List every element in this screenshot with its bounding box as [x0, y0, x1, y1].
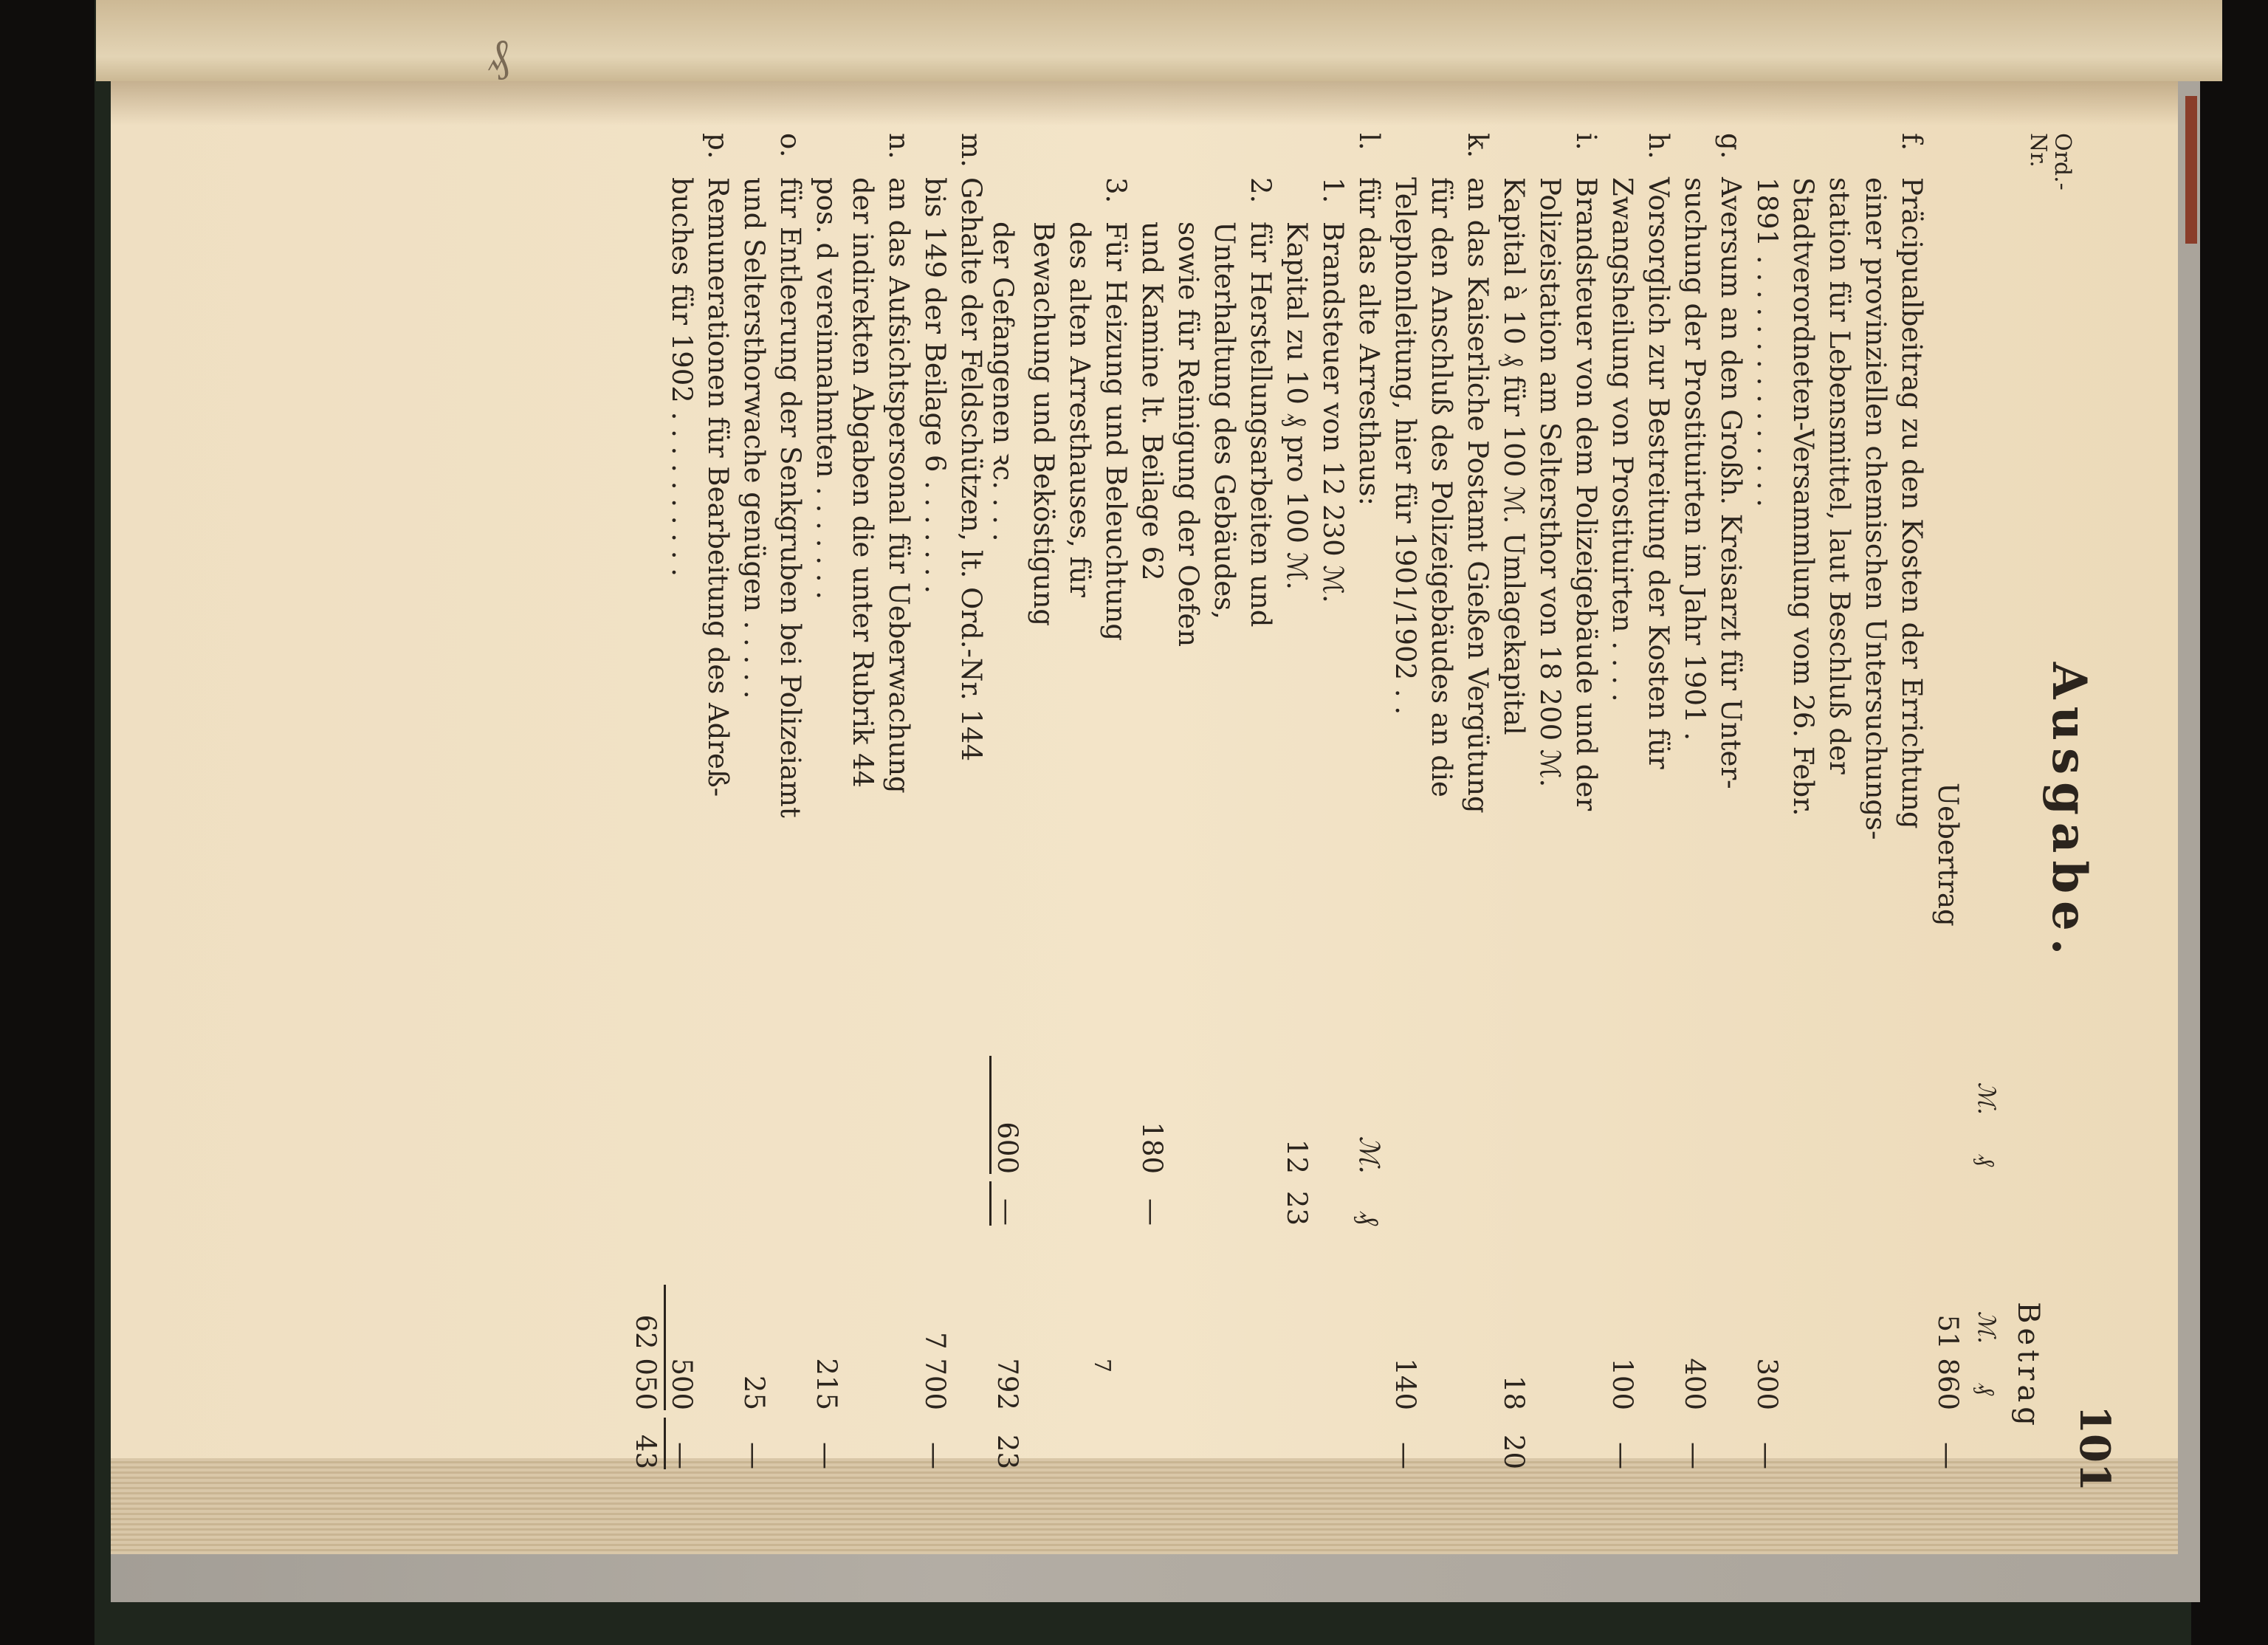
- pf-unit: ₰: [1973, 1384, 2001, 1395]
- ledger-line: [951, 133, 987, 1491]
- item-text: buches für 1902 . . . . . . . . . .: [666, 177, 698, 577]
- ledger-line: [1132, 133, 1168, 1491]
- sub-amount-mark: 600: [989, 1056, 1023, 1174]
- ledger-line: [1457, 133, 1494, 1491]
- amount-mark: 25: [738, 1375, 770, 1410]
- item-label: g.: [1715, 133, 1747, 159]
- total-mark: 62 050: [630, 1314, 662, 1410]
- amount-mark: 7 700: [919, 1332, 951, 1410]
- item-text: Präcipualbeitrag zu den Kosten der Errichtung: [1896, 177, 1928, 829]
- ledger-line: [1566, 133, 1602, 1491]
- item-text: und Kamine lt. Beilage 62: [1136, 221, 1168, 581]
- item-text: Remunerationen für Bearbeitung des Adreß-: [702, 177, 734, 797]
- page-title: Ausgabe.: [2041, 662, 2097, 963]
- item-label: 1.: [1317, 177, 1349, 204]
- ledger-line: [1747, 133, 1783, 1491]
- ledger-line: [879, 133, 915, 1491]
- item-text: an das Kaiserliche Postamt Gießen Vergütung: [1462, 177, 1494, 814]
- item-text: für Herstellungsarbeiten und: [1245, 221, 1276, 628]
- total-pf: 43: [630, 1434, 662, 1469]
- sub-mark-unit: ℳ.: [1973, 1082, 2001, 1115]
- amount-pf: —: [919, 1442, 951, 1469]
- betrag-unit-row: [1973, 1263, 2001, 1395]
- sub-pf-unit: ₰: [1973, 1155, 2001, 1167]
- item-text: Zwangsheilung von Prostituirten . . . .: [1606, 177, 1638, 702]
- item-text: Brandsteuer von dem Polizeigebäude und der: [1570, 177, 1602, 811]
- amount-mark: 215: [811, 1358, 842, 1410]
- ledger-line: [1168, 133, 1204, 1491]
- item-label: m.: [955, 133, 987, 168]
- ledger-line: [1349, 133, 1385, 1491]
- ledger-line: [1819, 133, 1855, 1491]
- amount-mark: 140: [1389, 1358, 1421, 1410]
- ledger-line: [1421, 133, 1457, 1491]
- item-label: f.: [1896, 133, 1928, 151]
- amount-pf: —: [1389, 1442, 1421, 1469]
- ledger-line: [842, 133, 879, 1491]
- item-text: einer provinziellen chemischen Untersuchungs-: [1860, 177, 1891, 840]
- ledger-line: [1891, 133, 1928, 1491]
- ledger-body: [625, 133, 1964, 1491]
- ord-header-line: Ord.-: [2049, 133, 2075, 190]
- signature-mark: 7: [1089, 1359, 1115, 1373]
- item-text: der Gefangenen ꝛc. . . .: [987, 221, 1019, 542]
- item-label: n.: [883, 133, 915, 159]
- amount-mark: 300: [1751, 1358, 1783, 1410]
- nr-header-line: Nr.: [2025, 133, 2051, 168]
- amount-pf: —: [664, 1418, 698, 1469]
- ledger-line: [1096, 133, 1132, 1491]
- item-text: des alten Arresthauses, für: [1064, 221, 1096, 597]
- amount-pf: —: [1606, 1442, 1638, 1469]
- amount-pf: 20: [1498, 1434, 1530, 1469]
- amount-pf: —: [811, 1442, 842, 1469]
- sub-unit-row: [1973, 1034, 2001, 1167]
- ledger-line: [1313, 133, 1349, 1491]
- item-text: Brandsteuer von 12 230 ℳ.: [1317, 221, 1349, 603]
- ledger-line: [1276, 133, 1313, 1491]
- amount-pf: —: [738, 1442, 770, 1469]
- item-text: bis 149 der Beilage 6 . . . . . . .: [919, 177, 951, 594]
- amount-pf: —: [1679, 1442, 1711, 1469]
- ledger-line: [1530, 133, 1566, 1491]
- ledger-line: [915, 133, 951, 1491]
- item-label: l.: [1353, 133, 1385, 151]
- item-text: Kapital à 10 ₰ für 100 ℳ. Umlagekapital: [1498, 177, 1530, 735]
- item-label: p.: [702, 133, 734, 159]
- item-text: Stadtverordneten-Versammlung vom 26. Febr.: [1787, 177, 1819, 817]
- amount-pf: —: [1932, 1442, 1964, 1469]
- item-text: 1891 . . . . . . . . . . . . . . .: [1751, 177, 1783, 507]
- ledger-line: [698, 133, 734, 1491]
- item-text: Kapital zu 10 ₰ pro 100 ℳ.: [1281, 221, 1313, 591]
- item-text: Uebertrag: [1932, 783, 1964, 927]
- item-text: Bewachung und Beköstigung: [1028, 221, 1059, 627]
- item-label: k.: [1462, 133, 1494, 159]
- amount-mark: 500: [664, 1285, 698, 1410]
- sub-amount-pf: ₰: [1353, 1212, 1385, 1226]
- item-text: sowie für Reinigung der Oefen: [1172, 221, 1204, 648]
- amount-pf: —: [1751, 1442, 1783, 1469]
- item-text: der indirekten Abgaben die unter Rubrik 44: [847, 177, 879, 789]
- item-label: 3.: [1100, 177, 1132, 204]
- ledger-line: [806, 133, 842, 1491]
- sub-amount-pf: —: [1136, 1198, 1168, 1226]
- item-text: für das alte Arresthaus:: [1353, 177, 1385, 506]
- item-text: und Seltersthorwache genügen . . . . .: [738, 177, 770, 699]
- item-text: an das Aufsichtspersonal für Ueberwachung: [883, 177, 915, 794]
- ledger-line: [1711, 133, 1747, 1491]
- amount-mark: 792: [992, 1358, 1023, 1410]
- item-text: Gehalte der Feldschützen, lt. Ord.-Nr. 144: [955, 177, 987, 762]
- ledger-line: [1674, 133, 1711, 1491]
- ledger-line: [1928, 133, 1964, 1491]
- item-text: für den Anschluß des Polizeigebäudes an die: [1426, 177, 1457, 797]
- item-text: Vorsorglich zur Bestreitung der Kosten für: [1643, 177, 1674, 769]
- item-label: i.: [1570, 133, 1602, 151]
- ledger-line: [1240, 133, 1276, 1491]
- page-text: [273, 133, 2119, 1491]
- ledger-line: [770, 133, 806, 1491]
- amount-pf: 23: [992, 1434, 1023, 1469]
- ledger-line: [1494, 133, 1530, 1491]
- spine-shadow: [111, 81, 2178, 126]
- item-text: Polizeistation am Seltersthor von 18 200 ℳ.: [1534, 177, 1566, 788]
- ledger-line: [1385, 133, 1421, 1491]
- item-text: pos. d vereinnahmten . . . . . . .: [811, 177, 842, 600]
- item-text: Aversum an den Großh. Kreisarzt für Unter-: [1715, 177, 1747, 789]
- sub-amount-mark: ℳ.: [1353, 1136, 1385, 1174]
- ledger-line: [1059, 133, 1096, 1491]
- ord-nr-header: [2026, 133, 2075, 190]
- total-line: [625, 133, 662, 1491]
- item-label: o.: [774, 133, 806, 158]
- item-text: für Entleerung der Senkgruben bei Polizeiamt: [774, 177, 806, 818]
- sub-amount-pf: 23: [1281, 1190, 1313, 1226]
- page-number: 101: [2070, 1405, 2119, 1491]
- ledger-line: [1602, 133, 1638, 1491]
- item-text: Unterhaltung des Gebäudes,: [1209, 221, 1240, 619]
- item-text: suchung der Prostituirten im Jahr 1901 .: [1679, 177, 1711, 741]
- ledger-line: [1204, 133, 1240, 1491]
- item-text: Telephonleitung, hier für 1901/1902 . .: [1389, 177, 1421, 715]
- bookmark-thread: [2185, 96, 2197, 244]
- ledger-line: [987, 133, 1023, 1491]
- ledger-line: [1023, 133, 1059, 1491]
- ledger-line: [734, 133, 770, 1491]
- sub-amount-mark: 180: [1136, 1122, 1168, 1174]
- previous-leaf-mark: ₰: [487, 30, 509, 81]
- item-text: Für Heizung und Beleuchtung: [1100, 221, 1132, 642]
- betrag-header: Betrag: [2011, 1302, 2045, 1430]
- ledger-line: [1855, 133, 1891, 1491]
- item-text: station für Lebensmittel, laut Beschluß der: [1824, 177, 1855, 775]
- amount-mark: 400: [1679, 1358, 1711, 1410]
- sub-amount-pf: —: [989, 1181, 1023, 1226]
- page-top-edge: [96, 0, 2222, 81]
- amount-mark: 100: [1606, 1358, 1638, 1410]
- sub-amount-mark: 12: [1281, 1139, 1313, 1174]
- ledger-line: [662, 133, 698, 1491]
- ledger-line: [1783, 133, 1819, 1491]
- amount-mark: 51 860: [1932, 1314, 1964, 1410]
- amount-mark: 18: [1498, 1375, 1530, 1410]
- item-label: 2.: [1245, 177, 1276, 204]
- item-label: h.: [1643, 133, 1674, 159]
- mark-unit: ℳ.: [1973, 1311, 2001, 1344]
- ledger-line: [1638, 133, 1674, 1491]
